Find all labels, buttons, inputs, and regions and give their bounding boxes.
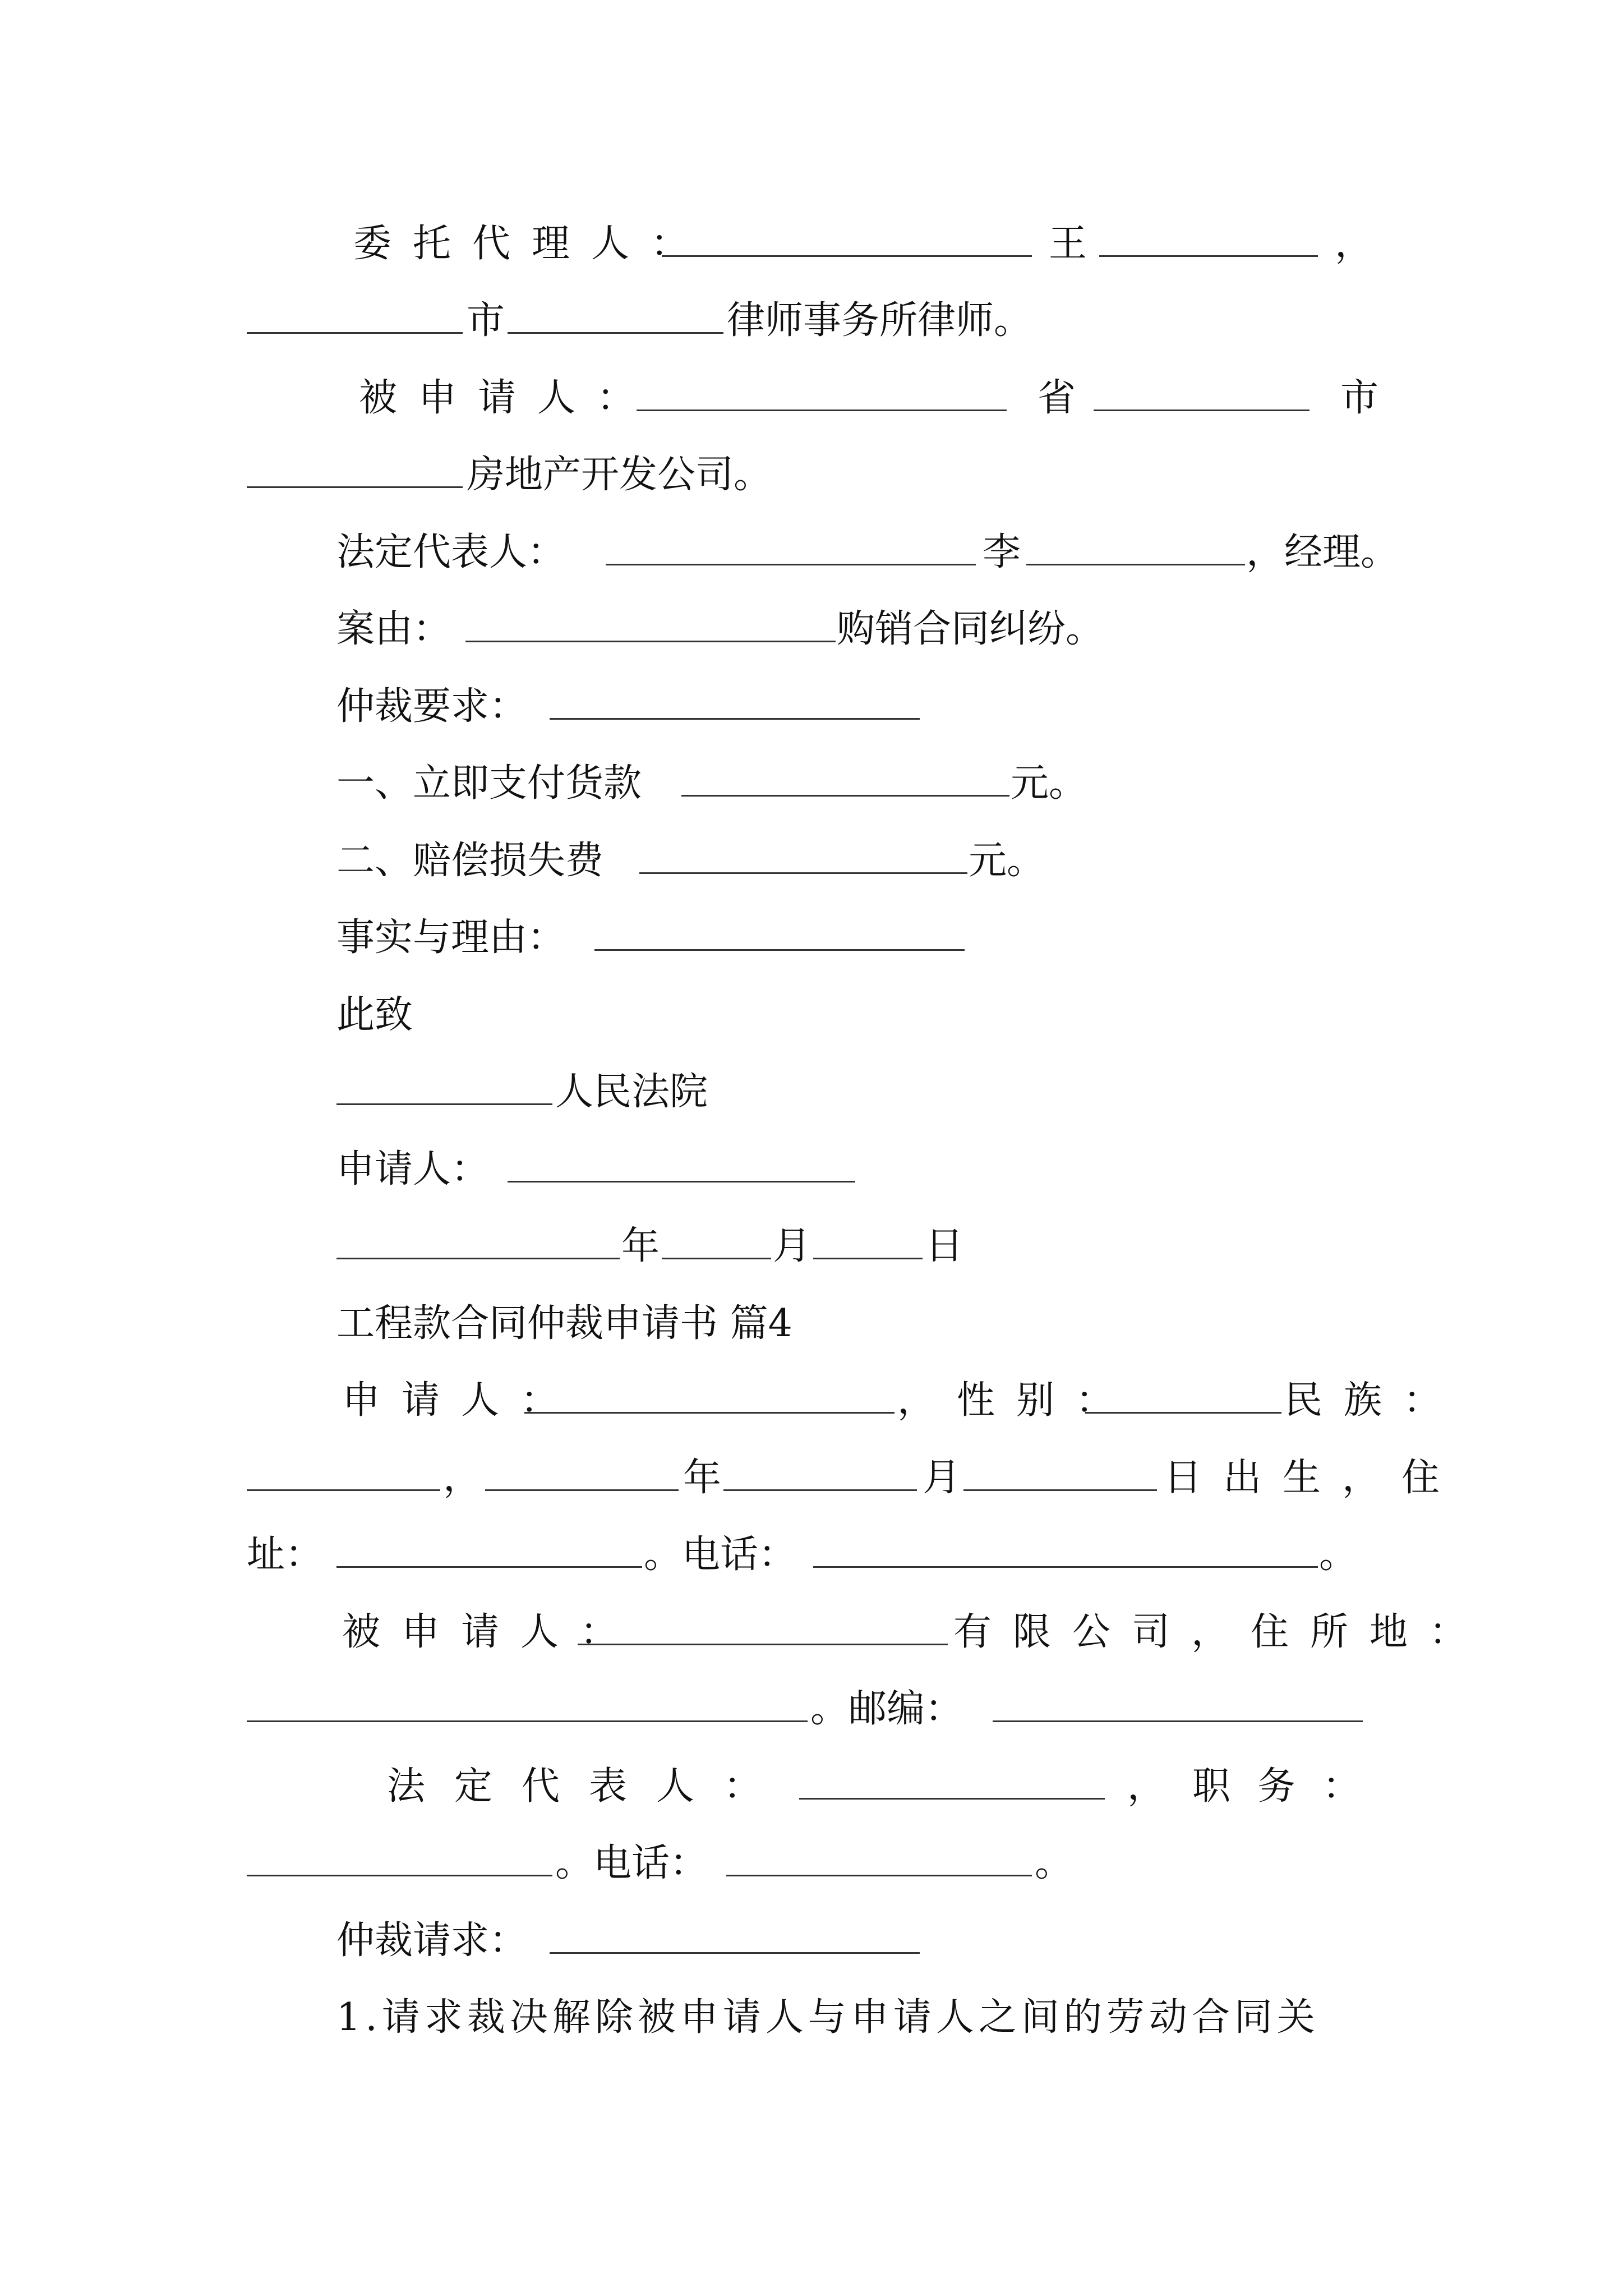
agent-blank-2[interactable]: [1099, 255, 1318, 257]
legal-rep-blank-1[interactable]: [606, 564, 976, 565]
arbitration-request-label: 仲裁请求：: [336, 1918, 528, 1963]
legal-rep-blank-2[interactable]: [1026, 564, 1245, 565]
legal-rep2-label: 法定代表人：: [387, 1764, 791, 1809]
position-phone-blank[interactable]: [726, 1875, 1032, 1876]
salutation-text: 此致: [336, 993, 413, 1037]
applicant-gender-blank[interactable]: [1085, 1412, 1281, 1414]
applicant-ethnicity-label: 民族：: [1284, 1378, 1463, 1423]
case-reason-label: 案由：: [336, 607, 451, 651]
agent-blank-1[interactable]: [662, 255, 1032, 257]
address-end: 。: [1319, 1533, 1358, 1577]
agent-name: 王: [1049, 222, 1087, 266]
demand-item-1-blank[interactable]: [681, 795, 1009, 797]
legal-rep-title: ，经理。: [1246, 530, 1399, 574]
respondent-blank-1[interactable]: [637, 409, 1007, 411]
court-text: 人民法院: [555, 1070, 708, 1114]
facts-blank[interactable]: [594, 949, 965, 951]
applicant-gender-label: ，性别：: [897, 1378, 1136, 1423]
birth-day-blank[interactable]: [963, 1489, 1157, 1491]
demand-item-1-text: 一、立即支付货款: [336, 761, 642, 806]
date-day-blank[interactable]: [813, 1258, 923, 1259]
firm-blank-2[interactable]: [508, 332, 723, 334]
demand-item-2-text: 二、赔偿损失费: [336, 839, 604, 883]
residence-blank[interactable]: [247, 1720, 808, 1722]
firm-city: 市: [467, 298, 505, 343]
agent-comma: ，: [1335, 222, 1373, 266]
arbitration-request-blank[interactable]: [550, 1952, 920, 1954]
section-heading-text: 工程款合同仲裁申请书 篇4: [336, 1301, 792, 1346]
birth-month-label: 月: [923, 1456, 961, 1500]
address-blank[interactable]: [336, 1566, 642, 1568]
date-month-blank[interactable]: [662, 1258, 771, 1259]
birth-month-blank[interactable]: [723, 1489, 917, 1491]
legal-rep-label: 法定代表人：: [336, 530, 566, 574]
applicant-label: 申请人：: [342, 1378, 580, 1423]
respondent-label: 被申请人：: [359, 376, 657, 420]
applicant-name-blank[interactable]: [524, 1412, 895, 1414]
case-reason-blank[interactable]: [465, 641, 836, 642]
arbitration-demand-blank[interactable]: [550, 718, 920, 720]
firm-text: 律师事务所律师。: [727, 298, 1032, 343]
agent-label: 委托代理人：: [353, 222, 711, 266]
company-blank[interactable]: [247, 486, 463, 488]
legal-rep2-blank[interactable]: [799, 1798, 1105, 1800]
address-phone-blank[interactable]: [813, 1566, 1318, 1568]
postcode-blank[interactable]: [993, 1720, 1363, 1722]
birth-comma: ，: [443, 1456, 482, 1500]
date-day-label: 日: [925, 1224, 964, 1268]
respondent2-label: 被申请人：: [342, 1610, 640, 1654]
respondent2-company: 有限公司，住所地：: [953, 1610, 1489, 1654]
respondent-city: 市: [1340, 376, 1379, 420]
applicant-sign-blank[interactable]: [508, 1181, 855, 1182]
demand-item-1-unit: 元。: [1011, 761, 1087, 806]
date-month-label: 月: [773, 1224, 811, 1268]
respondent-province: 省: [1038, 376, 1076, 420]
position-blank[interactable]: [247, 1875, 552, 1876]
demand-item-2-blank[interactable]: [639, 872, 967, 874]
birth-tail: 日出生，住: [1164, 1456, 1461, 1500]
birth-year-blank[interactable]: [485, 1489, 679, 1491]
address-phone-label: 。电话：: [644, 1533, 797, 1577]
legal-rep2-position: ，职务：: [1127, 1764, 1388, 1809]
respondent2-blank[interactable]: [578, 1644, 948, 1645]
legal-rep-name: 李: [983, 530, 1021, 574]
address-label: 址：: [247, 1533, 324, 1577]
request-item-1-text: 1.请求裁决解除被申请人与申请人之间的劳动合同关: [336, 1995, 1320, 2040]
ethnicity-blank[interactable]: [247, 1489, 440, 1491]
applicant-sign-label: 申请人：: [336, 1147, 490, 1191]
date-year-label: 年: [621, 1224, 660, 1268]
firm-blank-1[interactable]: [247, 332, 463, 334]
date-year-blank[interactable]: [336, 1258, 620, 1259]
court-blank[interactable]: [336, 1103, 552, 1105]
position-end: 。: [1035, 1841, 1073, 1885]
birth-year-label: 年: [683, 1456, 722, 1500]
residence-postcode-label: 。邮编：: [810, 1687, 963, 1731]
company-text: 房地产开发公司。: [467, 453, 772, 497]
position-phone-label: 。电话：: [555, 1841, 708, 1885]
facts-label: 事实与理由：: [336, 915, 566, 960]
respondent-blank-2[interactable]: [1094, 409, 1310, 411]
arbitration-demand-label: 仲裁要求：: [336, 684, 528, 729]
demand-item-2-unit: 元。: [969, 839, 1045, 883]
case-reason-text: 购销合同纠纷。: [837, 607, 1104, 651]
